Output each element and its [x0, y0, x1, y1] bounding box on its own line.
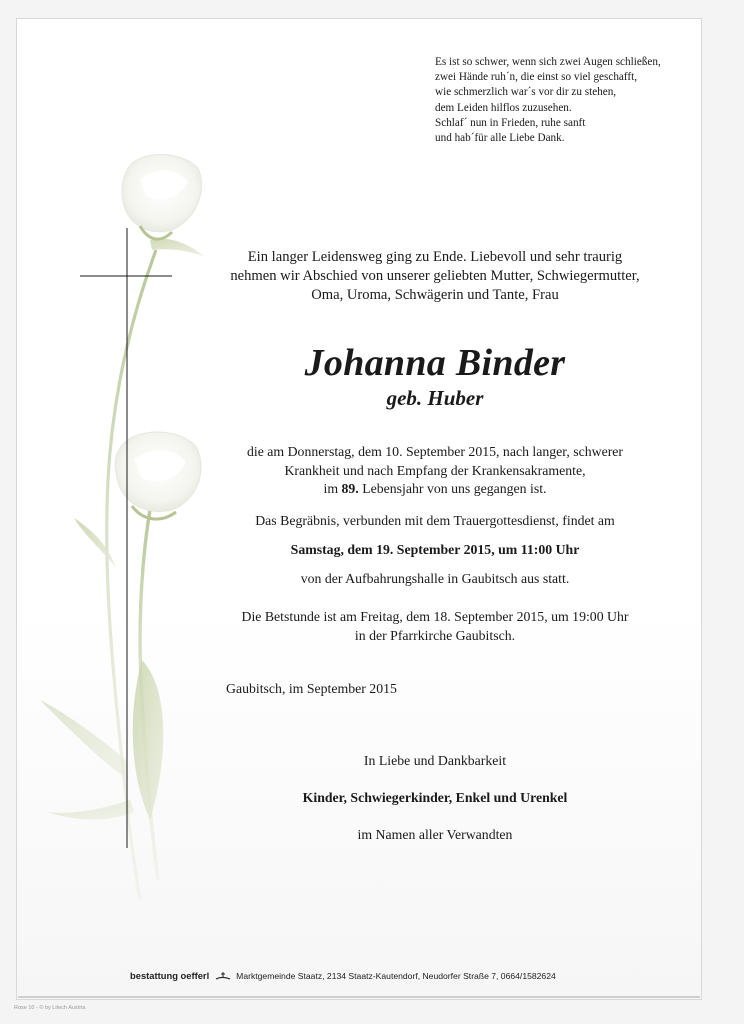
poem-line: dem Leiden hilflos zuzusehen. — [435, 101, 572, 114]
footer-brand: bestattung oefferl — [130, 970, 210, 981]
poem — [435, 55, 705, 146]
place-date: Gaubitsch, im September 2015 — [226, 681, 397, 696]
deceased-name: Johanna Binder — [304, 342, 566, 384]
intro-text — [200, 248, 670, 305]
footer-address: Marktgemeinde Staatz, 2134 Staatz-Kautendorf, Neudorfer Straße 7, 0664/1582624 — [236, 970, 556, 981]
funeral-intro: Das Begräbnis, verbunden mit dem Trauergottesdienst, findet am — [255, 513, 615, 528]
copyright-credit: Rose 10 - © by Litech Austria — [14, 1005, 86, 1011]
age: 89. — [341, 481, 359, 496]
details-prefix: im — [323, 481, 342, 496]
poem-line: Es ist so schwer, wenn sich zwei Augen schließen, — [435, 56, 661, 68]
closing-love: In Liebe und Dankbarkeit — [363, 753, 507, 768]
intro-line: nehmen wir Abschied von unserer geliebten Mutter, Schwiegermutter, — [230, 268, 640, 284]
details-suffix: Lebensjahr von uns gegangen ist. — [358, 481, 547, 496]
details-line: die am Donnerstag, dem 10. September 2015, nach langer, schwerer — [246, 444, 624, 459]
funeral-date: Samstag, dem 19. September 2015, um 11:00 Uhr — [290, 542, 580, 557]
intro-line: Oma, Uroma, Schwägerin und Tante, Frau — [311, 287, 559, 303]
details-line — [200, 480, 670, 499]
funeral-logo-icon — [215, 971, 231, 981]
poem-line: zwei Hände ruh´n, die einst so viel geschafft, — [435, 71, 638, 84]
poem-line: wie schmerzlich war´s vor dir zu stehen, — [435, 86, 617, 99]
prayer-info — [200, 607, 670, 645]
prayer-line: Die Betstunde ist am Freitag, dem 18. September 2015, um 19:00 Uhr — [241, 609, 629, 624]
intro-line: Ein langer Leidensweg ging zu Ende. Liebevoll und sehr traurig — [247, 249, 623, 265]
maiden-name: geb. Huber — [386, 386, 484, 410]
details-line: Krankheit und nach Empfang der Krankensakramente, — [284, 462, 586, 478]
footer — [130, 970, 690, 981]
prayer-line: in der Pfarrkirche Gaubitsch. — [354, 628, 516, 643]
poem-line: und hab´für alle Liebe Dank. — [435, 132, 565, 145]
closing-relatives: im Namen aller Verwandten — [357, 827, 513, 842]
closing-family: Kinder, Schwiegerkinder, Enkel und Urenkel — [302, 790, 568, 805]
poem-line: Schlaf´ nun in Frieden, ruhe sanft — [435, 116, 586, 129]
funeral-location: von der Aufbahrungshalle in Gaubitsch aus statt. — [300, 571, 570, 586]
death-details — [200, 443, 670, 499]
